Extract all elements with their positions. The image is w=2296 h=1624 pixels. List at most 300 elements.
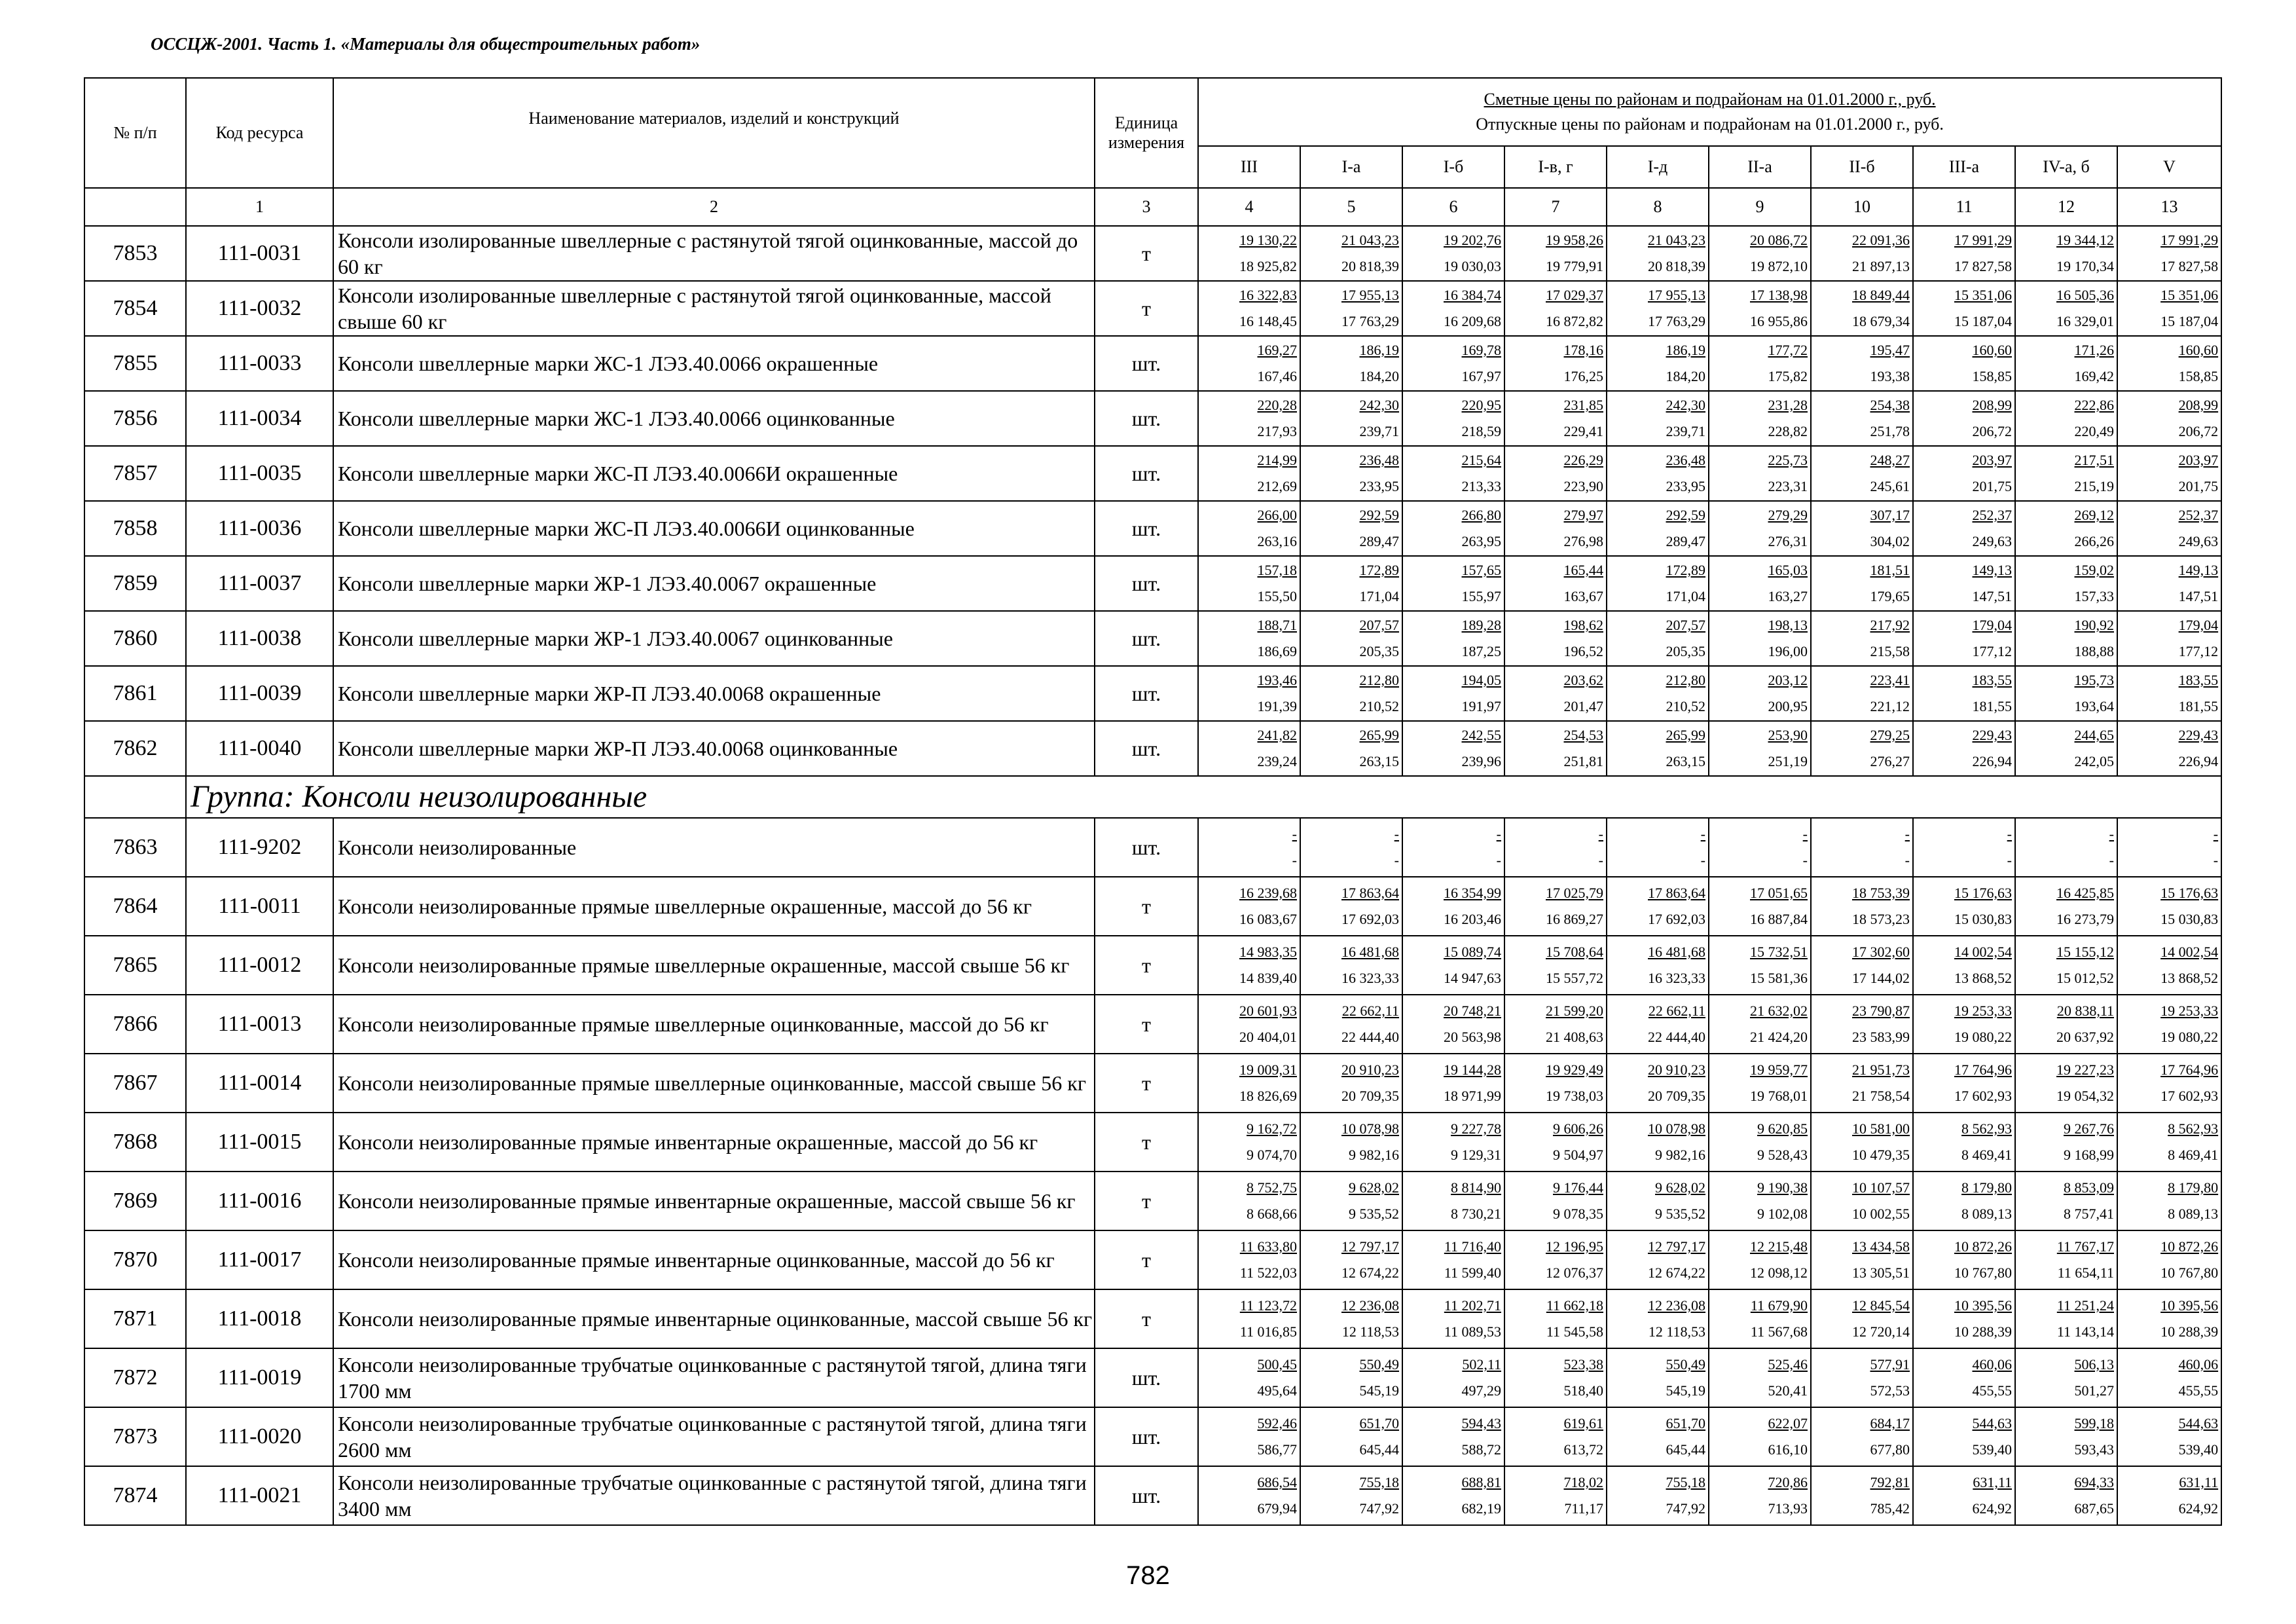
estimate-price: 21 043,23 bbox=[1648, 232, 1705, 248]
price-cell bbox=[1300, 1289, 1402, 1348]
estimate-price: 181,51 bbox=[1870, 562, 1910, 578]
release-price: 17 827,58 bbox=[2160, 258, 2219, 274]
release-price: 177,12 bbox=[1972, 643, 2012, 659]
resource-code: 111-0014 bbox=[186, 1054, 333, 1113]
estimate-price: 269,12 bbox=[2074, 507, 2114, 523]
estimate-price: 15 732,51 bbox=[1750, 944, 1808, 960]
resource-code: 111-0035 bbox=[186, 446, 333, 501]
price-cell bbox=[1504, 1054, 1607, 1113]
estimate-price: 222,86 bbox=[2074, 397, 2114, 413]
estimate-price: - bbox=[2213, 826, 2219, 842]
estimate-price: 20 910,23 bbox=[1341, 1061, 1399, 1078]
column-number: 6 bbox=[1402, 188, 1504, 226]
material-name: Консоли неизолированные прямые инвентарные оцинкованные, массой свыше 56 кг bbox=[333, 1289, 1095, 1348]
estimate-price: 10 581,00 bbox=[1852, 1120, 1910, 1137]
column-number: 9 bbox=[1709, 188, 1811, 226]
release-price: 8 089,13 bbox=[1961, 1206, 2012, 1222]
material-name: Консоли неизолированные прямые инвентарные оцинкованные, массой до 56 кг bbox=[333, 1230, 1095, 1289]
estimate-price: 17 051,65 bbox=[1750, 885, 1808, 901]
estimate-price: 15 155,12 bbox=[2056, 944, 2114, 960]
price-cell bbox=[2117, 1407, 2221, 1466]
estimate-price: 21 632,02 bbox=[1750, 1003, 1808, 1019]
price-cell bbox=[2015, 1466, 2117, 1525]
resource-code: 111-0031 bbox=[186, 226, 333, 281]
estimate-price: 9 628,02 bbox=[1349, 1179, 1399, 1196]
estimate-price: 550,49 bbox=[1666, 1356, 1705, 1373]
release-price: 20 637,92 bbox=[2056, 1029, 2114, 1045]
unit-of-measure: шт. bbox=[1095, 611, 1198, 666]
release-price: 19 872,10 bbox=[1750, 258, 1808, 274]
price-cell bbox=[1402, 1348, 1504, 1407]
price-cell bbox=[1913, 336, 2015, 391]
unit-of-measure: т bbox=[1095, 281, 1198, 336]
price-cell bbox=[1811, 611, 1913, 666]
estimate-price: 183,55 bbox=[2178, 672, 2219, 688]
row-number: 7870 bbox=[84, 1230, 186, 1289]
row-number: 7873 bbox=[84, 1407, 186, 1466]
price-cell bbox=[1709, 1054, 1811, 1113]
material-name: Консоли швеллерные марки ЖС-1 ЛЭЗ.40.0066 оцинкованные bbox=[333, 391, 1095, 446]
unit-of-measure: шт. bbox=[1095, 1348, 1198, 1407]
price-cell bbox=[1504, 226, 1607, 281]
estimate-price: 17 863,64 bbox=[1341, 885, 1399, 901]
release-price: 15 557,72 bbox=[1546, 970, 1603, 986]
estimate-price: - bbox=[1904, 826, 1910, 842]
estimate-price: 10 078,98 bbox=[1648, 1120, 1705, 1137]
release-price: 588,72 bbox=[1461, 1441, 1501, 1458]
price-cell bbox=[1198, 1113, 1300, 1172]
estimate-price: 550,49 bbox=[1359, 1356, 1399, 1373]
release-price: 206,72 bbox=[1972, 423, 2012, 439]
estimate-price: 215,64 bbox=[1461, 452, 1501, 468]
estimate-price: 22 662,11 bbox=[1341, 1003, 1399, 1019]
release-price: 17 602,93 bbox=[1954, 1088, 2012, 1104]
release-price: 184,20 bbox=[1666, 368, 1705, 384]
release-price: 206,72 bbox=[2178, 423, 2219, 439]
material-name: Консоли неизолированные прямые швеллерные оцинкованные, массой свыше 56 кг bbox=[333, 1054, 1095, 1113]
release-price: 21 424,20 bbox=[1750, 1029, 1808, 1045]
release-price: 645,44 bbox=[1666, 1441, 1705, 1458]
price-cell bbox=[1504, 666, 1607, 721]
price-cell bbox=[2117, 666, 2221, 721]
release-price: 16 083,67 bbox=[1239, 911, 1297, 927]
release-price: 520,41 bbox=[1768, 1382, 1808, 1399]
estimate-price: 229,43 bbox=[2178, 727, 2219, 743]
prices-title-estimate: Сметные цены по районам и подрайонам на 01.01.2000 г., руб. bbox=[1484, 90, 1936, 109]
release-price: 289,47 bbox=[1666, 533, 1705, 549]
price-cell bbox=[1811, 391, 1913, 446]
estimate-price: 19 959,77 bbox=[1750, 1061, 1808, 1078]
estimate-price: 229,43 bbox=[1972, 727, 2012, 743]
unit-of-measure: т bbox=[1095, 1230, 1198, 1289]
header-code: Код ресурса bbox=[186, 78, 333, 188]
release-price: 455,55 bbox=[2178, 1382, 2219, 1399]
estimate-price: 14 983,35 bbox=[1239, 944, 1297, 960]
estimate-price: 212,80 bbox=[1666, 672, 1705, 688]
price-cell bbox=[1402, 1054, 1504, 1113]
release-price: 785,42 bbox=[1870, 1500, 1910, 1517]
release-price: 167,46 bbox=[1257, 368, 1297, 384]
release-price: 200,95 bbox=[1768, 698, 1808, 714]
release-price: 289,47 bbox=[1359, 533, 1399, 549]
resource-code: 111-0032 bbox=[186, 281, 333, 336]
release-price: 9 168,99 bbox=[2064, 1147, 2114, 1163]
estimate-price: 19 144,28 bbox=[1444, 1061, 1501, 1078]
estimate-price: 12 797,17 bbox=[1648, 1238, 1705, 1255]
release-price: 16 955,86 bbox=[1750, 313, 1808, 329]
release-price: 9 078,35 bbox=[1553, 1206, 1603, 1222]
release-price: 15 030,83 bbox=[2160, 911, 2219, 927]
row-number: 7869 bbox=[84, 1172, 186, 1230]
release-price: 15 012,52 bbox=[2056, 970, 2114, 986]
release-price: 10 767,80 bbox=[2160, 1264, 2219, 1281]
price-cell bbox=[2117, 1172, 2221, 1230]
price-cell bbox=[1913, 556, 2015, 611]
table-row bbox=[84, 501, 2221, 556]
price-cell bbox=[1607, 1054, 1709, 1113]
release-price: - bbox=[1802, 852, 1808, 868]
material-name: Консоли швеллерные марки ЖР-1 ЛЭЗ.40.0067 окрашенные bbox=[333, 556, 1095, 611]
estimate-price: 183,55 bbox=[1972, 672, 2012, 688]
estimate-price: 241,82 bbox=[1257, 727, 1297, 743]
estimate-price: 17 029,37 bbox=[1546, 287, 1603, 303]
price-cell bbox=[2117, 556, 2221, 611]
estimate-price: 193,46 bbox=[1257, 672, 1297, 688]
price-cell bbox=[1607, 336, 1709, 391]
estimate-price: 11 716,40 bbox=[1444, 1238, 1501, 1255]
unit-of-measure: т bbox=[1095, 1054, 1198, 1113]
price-cell bbox=[1709, 1407, 1811, 1466]
price-cell bbox=[1504, 336, 1607, 391]
price-cell bbox=[1504, 391, 1607, 446]
estimate-price: 214,99 bbox=[1257, 452, 1297, 468]
material-name: Консоли швеллерные марки ЖР-1 ЛЭЗ.40.0067 оцинкованные bbox=[333, 611, 1095, 666]
estimate-price: 12 845,54 bbox=[1852, 1297, 1910, 1314]
row-number: 7853 bbox=[84, 226, 186, 281]
price-cell bbox=[1811, 1407, 1913, 1466]
release-price: 10 002,55 bbox=[1852, 1206, 1910, 1222]
price-cell bbox=[1607, 1230, 1709, 1289]
row-number: 7874 bbox=[84, 1466, 186, 1525]
estimate-price: 755,18 bbox=[1359, 1474, 1399, 1490]
estimate-price: 17 955,13 bbox=[1648, 287, 1705, 303]
estimate-price: 792,81 bbox=[1870, 1474, 1910, 1490]
header-region: I-а bbox=[1300, 146, 1402, 188]
estimate-price: 16 481,68 bbox=[1648, 944, 1705, 960]
release-price: 9 982,16 bbox=[1655, 1147, 1705, 1163]
row-number: 7868 bbox=[84, 1113, 186, 1172]
table-row bbox=[84, 1230, 2221, 1289]
estimate-price: 198,13 bbox=[1768, 617, 1808, 633]
release-price: 518,40 bbox=[1563, 1382, 1603, 1399]
row-number: 7861 bbox=[84, 666, 186, 721]
estimate-price: 15 176,63 bbox=[1954, 885, 2012, 901]
estimate-price: 594,43 bbox=[1461, 1415, 1501, 1431]
price-cell bbox=[1913, 1113, 2015, 1172]
release-price: 266,26 bbox=[2074, 533, 2114, 549]
column-number: 3 bbox=[1095, 188, 1198, 226]
estimate-price: 169,78 bbox=[1461, 342, 1501, 358]
estimate-price: 11 123,72 bbox=[1239, 1297, 1297, 1314]
estimate-price: 525,46 bbox=[1768, 1356, 1808, 1373]
release-price: 10 767,80 bbox=[1954, 1264, 2012, 1281]
material-name: Консоли неизолированные прямые швеллерные окрашенные, массой свыше 56 кг bbox=[333, 936, 1095, 995]
release-price: 572,53 bbox=[1870, 1382, 1910, 1399]
price-cell bbox=[2015, 936, 2117, 995]
price-cell bbox=[1198, 1466, 1300, 1525]
column-number: 10 bbox=[1811, 188, 1913, 226]
price-cell bbox=[1504, 1113, 1607, 1172]
estimate-price: 17 764,96 bbox=[1954, 1061, 2012, 1078]
column-number-empty bbox=[84, 188, 186, 226]
table-row bbox=[84, 818, 2221, 877]
release-price: 539,40 bbox=[1972, 1441, 2012, 1458]
estimate-price: 15 089,74 bbox=[1444, 944, 1501, 960]
price-cell bbox=[1913, 877, 2015, 936]
resource-code: 111-0016 bbox=[186, 1172, 333, 1230]
price-cell bbox=[1402, 336, 1504, 391]
release-price: 12 720,14 bbox=[1852, 1323, 1910, 1340]
release-price: 181,55 bbox=[1972, 698, 2012, 714]
release-price: 19 738,03 bbox=[1546, 1088, 1603, 1104]
estimate-price: 651,70 bbox=[1359, 1415, 1399, 1431]
estimate-price: 631,11 bbox=[2179, 1474, 2219, 1490]
price-cell bbox=[1913, 1172, 2015, 1230]
estimate-price: 231,28 bbox=[1768, 397, 1808, 413]
estimate-price: 12 196,95 bbox=[1546, 1238, 1603, 1255]
unit-of-measure: шт. bbox=[1095, 336, 1198, 391]
price-cell bbox=[1198, 1407, 1300, 1466]
estimate-price: 21 951,73 bbox=[1852, 1061, 1910, 1078]
release-price: - bbox=[2109, 852, 2114, 868]
release-price: 21 408,63 bbox=[1546, 1029, 1603, 1045]
unit-of-measure: т bbox=[1095, 936, 1198, 995]
release-price: 276,27 bbox=[1870, 753, 1910, 769]
release-price: 687,65 bbox=[2074, 1500, 2114, 1517]
price-cell bbox=[1811, 936, 1913, 995]
release-price: - bbox=[1394, 852, 1399, 868]
price-cell bbox=[1709, 1230, 1811, 1289]
price-cell bbox=[1504, 281, 1607, 336]
resource-code: 111-0012 bbox=[186, 936, 333, 995]
release-price: - bbox=[1292, 852, 1297, 868]
estimate-price: 20 601,93 bbox=[1239, 1003, 1297, 1019]
release-price: 212,69 bbox=[1257, 478, 1297, 494]
material-name: Консоли неизолированные трубчатые оцинкованные с растянутой тягой, длина тяги 3400 мм bbox=[333, 1466, 1095, 1525]
release-price: 11 654,11 bbox=[2057, 1264, 2114, 1281]
price-cell bbox=[1811, 1289, 1913, 1348]
release-price: 9 528,43 bbox=[1757, 1147, 1808, 1163]
estimate-price: 619,61 bbox=[1563, 1415, 1603, 1431]
price-cell bbox=[1709, 666, 1811, 721]
estimate-price: 10 395,56 bbox=[2160, 1297, 2219, 1314]
price-cell bbox=[1709, 721, 1811, 776]
estimate-price: 11 633,80 bbox=[1239, 1238, 1297, 1255]
price-cell bbox=[1709, 995, 1811, 1054]
column-number: 11 bbox=[1913, 188, 2015, 226]
price-cell bbox=[2015, 1054, 2117, 1113]
price-cell bbox=[1402, 446, 1504, 501]
estimate-price: 544,63 bbox=[1972, 1415, 2012, 1431]
release-price: - bbox=[1700, 852, 1705, 868]
price-cell bbox=[1811, 877, 1913, 936]
price-cell bbox=[1198, 1054, 1300, 1113]
price-cell bbox=[1300, 1466, 1402, 1525]
estimate-price: 19 253,33 bbox=[2160, 1003, 2219, 1019]
price-cell bbox=[2015, 995, 2117, 1054]
estimate-price: 688,81 bbox=[1461, 1474, 1501, 1490]
estimate-price: 307,17 bbox=[1870, 507, 1910, 523]
estimate-price: 178,16 bbox=[1563, 342, 1603, 358]
estimate-price: 686,54 bbox=[1257, 1474, 1297, 1490]
release-price: 19 030,03 bbox=[1444, 258, 1501, 274]
price-cell bbox=[1913, 666, 2015, 721]
price-cell bbox=[1913, 1054, 2015, 1113]
column-number: 5 bbox=[1300, 188, 1402, 226]
release-price: 179,65 bbox=[1870, 588, 1910, 604]
price-cell bbox=[1607, 666, 1709, 721]
release-price: 13 305,51 bbox=[1852, 1264, 1910, 1281]
release-price: 8 089,13 bbox=[2168, 1206, 2219, 1222]
price-cell bbox=[1198, 877, 1300, 936]
estimate-price: 242,30 bbox=[1666, 397, 1705, 413]
estimate-price: 265,99 bbox=[1359, 727, 1399, 743]
release-price: 17 602,93 bbox=[2160, 1088, 2219, 1104]
price-cell bbox=[1300, 1113, 1402, 1172]
price-cell bbox=[1198, 226, 1300, 281]
resource-code: 111-0021 bbox=[186, 1466, 333, 1525]
price-cell bbox=[1402, 1466, 1504, 1525]
release-price: 167,97 bbox=[1461, 368, 1501, 384]
resource-code: 111-0011 bbox=[186, 877, 333, 936]
material-name: Консоли изолированные швеллерные с растянутой тягой оцинкованные, массой свыше 60 кг bbox=[333, 281, 1095, 336]
estimate-price: 149,13 bbox=[2178, 562, 2219, 578]
price-cell bbox=[1402, 1230, 1504, 1289]
release-price: 187,25 bbox=[1461, 643, 1501, 659]
price-cell bbox=[2015, 818, 2117, 877]
release-price: - bbox=[1496, 852, 1501, 868]
release-price: 210,52 bbox=[1666, 698, 1705, 714]
table-row bbox=[84, 877, 2221, 936]
estimate-price: 599,18 bbox=[2074, 1415, 2114, 1431]
price-cell bbox=[1913, 501, 2015, 556]
price-cell bbox=[1504, 1348, 1607, 1407]
estimate-price: 22 091,36 bbox=[1852, 232, 1910, 248]
release-price: 249,63 bbox=[1972, 533, 2012, 549]
resource-code: 111-0018 bbox=[186, 1289, 333, 1348]
price-cell bbox=[1504, 556, 1607, 611]
table-row bbox=[84, 666, 2221, 721]
table-row bbox=[84, 1172, 2221, 1230]
prices-title-release: Отпускные цены по районам и подрайонам на 01.01.2000 г., руб. bbox=[1476, 115, 1944, 134]
estimate-price: 160,60 bbox=[2178, 342, 2219, 358]
release-price: 677,80 bbox=[1870, 1441, 1910, 1458]
release-price: 9 982,16 bbox=[1349, 1147, 1399, 1163]
release-price: 14 947,63 bbox=[1444, 970, 1501, 986]
price-cell bbox=[1811, 1348, 1913, 1407]
price-cell bbox=[1811, 1466, 1913, 1525]
release-price: 249,63 bbox=[2178, 533, 2219, 549]
material-name: Консоли неизолированные трубчатые оцинкованные с растянутой тягой, длина тяги 2600 мм bbox=[333, 1407, 1095, 1466]
row-number: 7867 bbox=[84, 1054, 186, 1113]
estimate-price: 20 910,23 bbox=[1648, 1061, 1705, 1078]
release-price: 223,90 bbox=[1563, 478, 1603, 494]
estimate-price: 18 849,44 bbox=[1852, 287, 1910, 303]
table-body-consoles-insulated bbox=[84, 226, 2221, 776]
price-cell bbox=[2117, 936, 2221, 995]
estimate-price: 157,18 bbox=[1257, 562, 1297, 578]
release-price: 201,47 bbox=[1563, 698, 1603, 714]
price-cell bbox=[2015, 1113, 2117, 1172]
price-cell bbox=[1198, 611, 1300, 666]
release-price: 17 144,02 bbox=[1852, 970, 1910, 986]
price-cell bbox=[2117, 721, 2221, 776]
price-cell bbox=[2015, 446, 2117, 501]
unit-of-measure: шт. bbox=[1095, 666, 1198, 721]
estimate-price: 10 872,26 bbox=[2160, 1238, 2219, 1255]
estimate-price: 165,44 bbox=[1563, 562, 1603, 578]
price-cell bbox=[2117, 1466, 2221, 1525]
price-cell bbox=[1709, 936, 1811, 995]
resource-code: 111-0013 bbox=[186, 995, 333, 1054]
price-cell bbox=[1607, 611, 1709, 666]
estimate-price: 225,73 bbox=[1768, 452, 1808, 468]
release-price: 220,49 bbox=[2074, 423, 2114, 439]
release-price: 226,94 bbox=[2178, 753, 2219, 769]
price-cell bbox=[1709, 1466, 1811, 1525]
release-price: 9 102,08 bbox=[1757, 1206, 1808, 1222]
column-number: 7 bbox=[1504, 188, 1607, 226]
price-cell bbox=[1402, 556, 1504, 611]
unit-of-measure: шт. bbox=[1095, 446, 1198, 501]
column-number: 4 bbox=[1198, 188, 1300, 226]
release-price: 616,10 bbox=[1768, 1441, 1808, 1458]
estimate-price: 207,57 bbox=[1359, 617, 1399, 633]
estimate-price: 292,59 bbox=[1359, 507, 1399, 523]
price-cell bbox=[1709, 336, 1811, 391]
price-cell bbox=[1402, 818, 1504, 877]
price-cell bbox=[2015, 1230, 2117, 1289]
estimate-price: 19 202,76 bbox=[1444, 232, 1501, 248]
table-row bbox=[84, 1113, 2221, 1172]
estimate-price: 236,48 bbox=[1359, 452, 1399, 468]
price-cell bbox=[2117, 1289, 2221, 1348]
release-price: 210,52 bbox=[1359, 698, 1399, 714]
row-number: 7860 bbox=[84, 611, 186, 666]
estimate-price: 20 086,72 bbox=[1750, 232, 1808, 248]
price-cell bbox=[1402, 877, 1504, 936]
row-number: 7863 bbox=[84, 818, 186, 877]
release-price: 8 757,41 bbox=[2064, 1206, 2114, 1222]
price-cell bbox=[2117, 336, 2221, 391]
release-price: 147,51 bbox=[2178, 588, 2219, 604]
release-price: 304,02 bbox=[1870, 533, 1910, 549]
release-price: 12 076,37 bbox=[1546, 1264, 1603, 1281]
header-name: Наименование материалов, изделий и конструкций bbox=[333, 78, 1095, 188]
price-cell bbox=[1504, 446, 1607, 501]
unit-of-measure: шт. bbox=[1095, 556, 1198, 611]
price-cell bbox=[1402, 1113, 1504, 1172]
release-price: 16 203,46 bbox=[1444, 911, 1501, 927]
release-price: 613,72 bbox=[1563, 1441, 1603, 1458]
release-price: 196,52 bbox=[1563, 643, 1603, 659]
estimate-price: 189,28 bbox=[1461, 617, 1501, 633]
estimate-price: 220,28 bbox=[1257, 397, 1297, 413]
price-cell bbox=[1300, 818, 1402, 877]
estimate-price: 217,92 bbox=[1870, 617, 1910, 633]
price-cell bbox=[1709, 1172, 1811, 1230]
price-cell bbox=[2015, 281, 2117, 336]
